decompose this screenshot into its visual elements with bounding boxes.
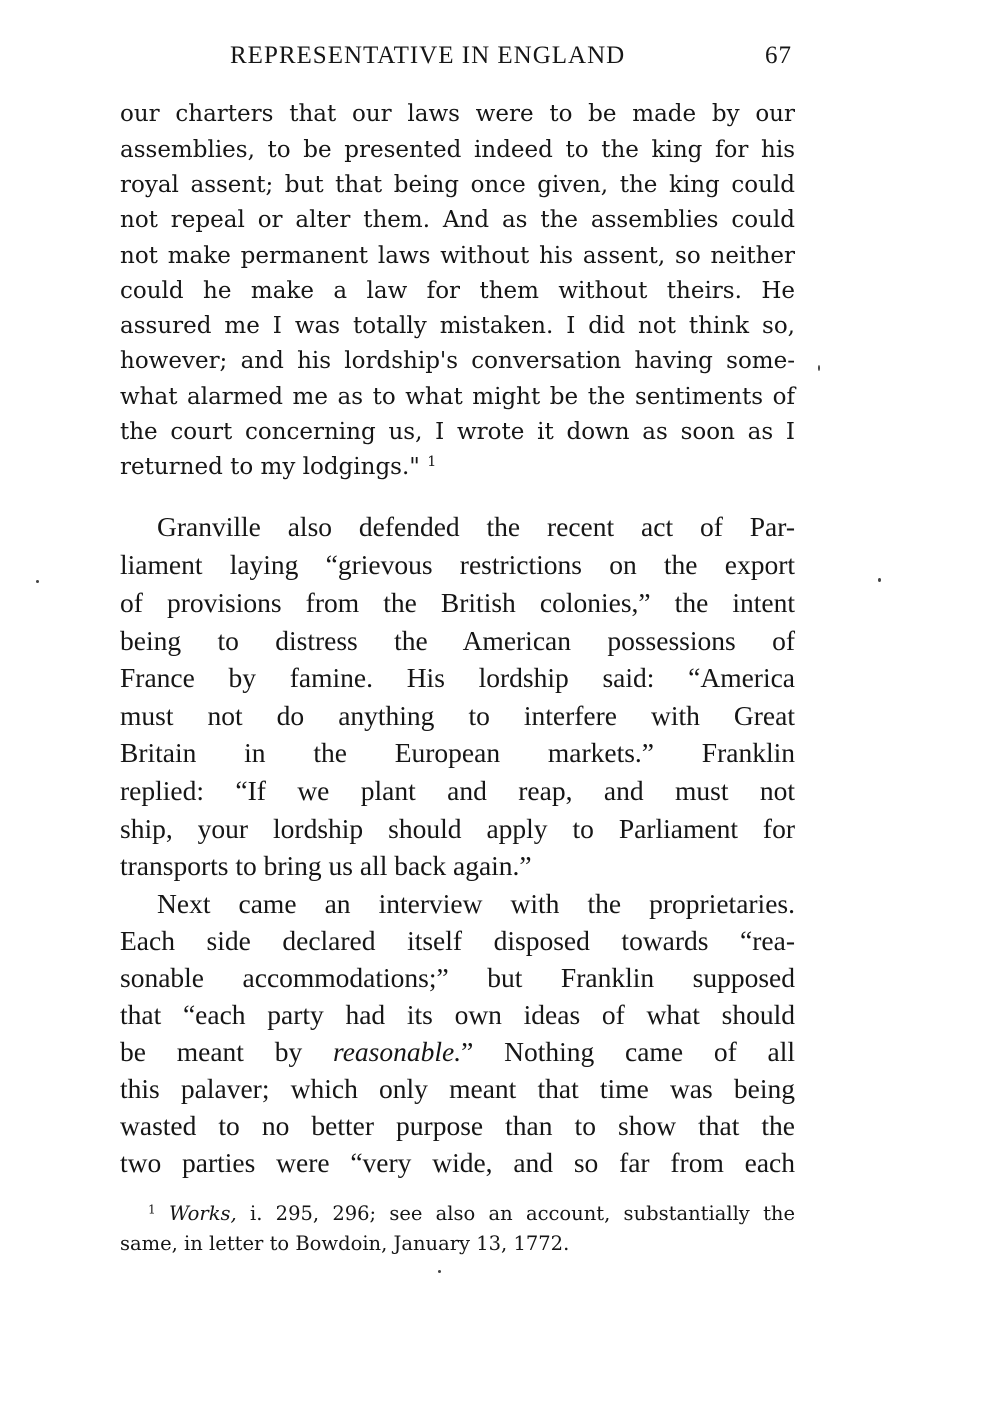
paragraph-line: must not do anything to interfere with Great (120, 700, 795, 731)
paragraph-line: replied: “If we plant and reap, and must not (120, 775, 795, 806)
paragraph-line: of provisions from the British colonies,” the intent (120, 587, 795, 618)
quote-line: what alarmed me as to what might be the sentiments of (120, 384, 795, 410)
quote-line: the court concerning us, I wrote it down as soon as I (120, 419, 795, 445)
italic-word: reasonable. (333, 1036, 462, 1067)
paragraph-line: Granville also defended the recent act of Par- (157, 511, 795, 542)
line-text: ” Nothing came of all (461, 1036, 796, 1067)
quote-line: assured me I was totally mistaken. I did not think so, (120, 313, 795, 339)
ink-speck (36, 580, 39, 583)
paragraph-line: Each side declared itself disposed towards “rea- (120, 925, 795, 956)
ink-speck (438, 1270, 441, 1273)
paragraph-line: Next came an interview with the proprietaries. (157, 888, 795, 919)
paragraph-line: that “each party had its own ideas of what should (120, 999, 795, 1030)
quote-line: could he make a law for them without theirs. He (120, 278, 795, 304)
paragraph-line: wasted to no better purpose than to show that the (120, 1110, 795, 1141)
paragraph-line: sonable accommodations;” but Franklin supposed (120, 962, 795, 993)
quote-line: not make permanent laws without his assent, so neither (120, 243, 795, 269)
footnote-marker: 1 (148, 1202, 156, 1217)
paragraph-line: Britain in the European markets.” Franklin (120, 737, 795, 768)
quote-line: royal assent; but that being once given, the king could (120, 172, 795, 198)
ink-speck (818, 365, 820, 371)
paragraph-line: this palaver; which only meant that time was being (120, 1073, 795, 1104)
paragraph-line: transports to bring us all back again.” (120, 850, 532, 881)
paragraph-line (120, 1033, 795, 1071)
quote-line: however; and his lordship's conversation having some- (120, 348, 795, 374)
footnote-line (148, 1199, 795, 1229)
line-text: be meant by (120, 1036, 334, 1067)
running-head-title: REPRESENTATIVE IN ENGLAND (230, 42, 626, 69)
ink-speck (878, 578, 881, 582)
quote-line (120, 450, 795, 484)
footnote-work-title: Works, (168, 1202, 237, 1225)
paragraph-line: France by famine. His lordship said: “America (120, 662, 795, 693)
page-number: 67 (765, 42, 792, 69)
quote-line: assemblies, to be presented indeed to the king for his (120, 137, 795, 163)
quote-line: not repeal or alter them. And as the assemblies could (120, 207, 795, 233)
quote-line: our charters that our laws were to be made by our (120, 101, 795, 127)
footnote-reference: 1 (427, 454, 437, 471)
footnote-text: i. 295, 296; see also an account, substantially the (236, 1202, 795, 1225)
paragraph-line: being to distress the American possessions of (120, 625, 795, 656)
quote-last-text: returned to my lodgings." (120, 454, 420, 480)
paragraph-line: two parties were “very wide, and so far from each (120, 1147, 795, 1178)
running-head (120, 42, 798, 82)
paragraph-line: liament laying “grievous restrictions on the export (120, 549, 795, 580)
footnote-line: same, in letter to Bowdoin, January 13, 1772. (120, 1232, 570, 1255)
paragraph-line: ship, your lordship should apply to Parliament for (120, 813, 795, 844)
